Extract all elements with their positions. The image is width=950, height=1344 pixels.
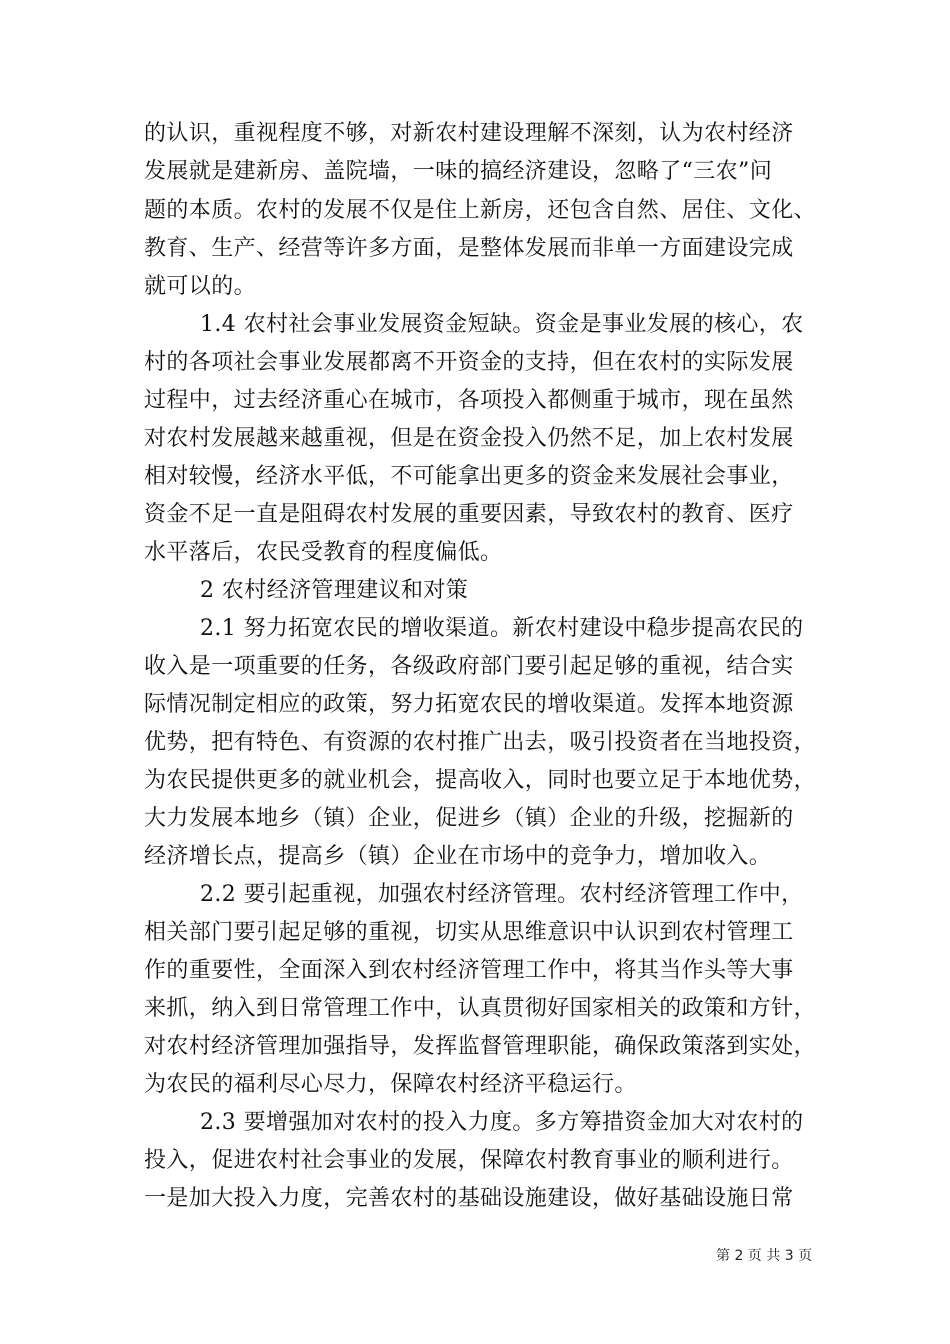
text-line: 一是加大投入力度，完善农村的基础设施建设，做好基础设施日常 xyxy=(144,1186,794,1211)
section-heading-2: 2 农村经济管理建议和对策 xyxy=(200,578,469,603)
page-number-footer: 第 2 页 共 3 页 xyxy=(716,1248,813,1264)
text-line: 的认识，重视程度不够，对新农村建设理解不深刻，认为农村经济 xyxy=(144,121,794,146)
text-line: 大力发展本地乡（镇）企业，促进乡（镇）企业的升级，挖掘新的 xyxy=(144,806,794,831)
text-line: 村的各项社会事业发展都离不开资金的支持，但在农村的实际发展 xyxy=(144,350,794,375)
text-line: 收入是一项重要的任务，各级政府部门要引起足够的重视，结合实 xyxy=(144,654,794,679)
paragraph-start-2-2: 2.2 要引起重视，加强农村经济管理。农村经济管理工作中， xyxy=(200,882,804,907)
text-line: 际情况制定相应的政策，努力拓宽农民的增收渠道。发挥本地资源 xyxy=(144,692,794,717)
text-line: 资金不足一直是阻碍农村发展的重要因素，导致农村的教育、医疗 xyxy=(144,502,794,527)
text-line: 优势，把有特色、有资源的农村推广出去，吸引投资者在当地投资， xyxy=(144,730,817,755)
text-line: 过程中，过去经济重心在城市，各项投入都侧重于城市，现在虽然 xyxy=(144,388,794,413)
text-line: 就可以的。 xyxy=(144,274,257,299)
text-line: 对农村发展越来越重视，但是在资金投入仍然不足，加上农村发展 xyxy=(144,426,794,451)
text-line: 作的重要性，全面深入到农村经济管理工作中，将其当作头等大事 xyxy=(144,958,794,983)
text-line: 投入，促进农村社会事业的发展，保障农村教育事业的顺利进行。 xyxy=(144,1148,794,1173)
text-line: 相关部门要引起足够的重视，切实从思维意识中认识到农村管理工 xyxy=(144,920,794,945)
text-line: 为农民的福利尽心尽力，保障农村经济平稳运行。 xyxy=(144,1072,637,1097)
text-line: 水平落后，农民受教育的程度偏低。 xyxy=(144,540,503,565)
text-line: 相对较慢，经济水平低，不可能拿出更多的资金来发展社会事业， xyxy=(144,464,794,489)
text-line: 对农村经济管理加强指导，发挥监督管理职能，确保政策落到实处， xyxy=(144,1034,817,1059)
paragraph-start-1-4: 1.4 农村社会事业发展资金短缺。资金是事业发展的核心，农 xyxy=(200,312,804,337)
text-line: 为农民提供更多的就业机会，提高收入，同时也要立足于本地优势， xyxy=(144,768,817,793)
text-line: 来抓，纳入到日常管理工作中，认真贯彻好国家相关的政策和方针， xyxy=(144,996,817,1021)
text-line: 发展就是建新房、盖院墙，一味的搞经济建设，忽略了“三农”问 xyxy=(144,159,773,184)
text-line: 教育、生产、经营等许多方面，是整体发展而非单一方面建设完成 xyxy=(144,236,794,261)
text-line: 经济增长点，提高乡（镇）企业在市场中的竞争力，增加收入。 xyxy=(144,844,772,869)
paragraph-start-2-3: 2.3 要增强加对农村的投入力度。多方筹措资金加大对农村的 xyxy=(200,1110,804,1135)
paragraph-start-2-1: 2.1 努力拓宽农民的增收渠道。新农村建设中稳步提高农民的 xyxy=(200,616,804,641)
text-line: 题的本质。农村的发展不仅是住上新房，还包含自然、居住、文化、 xyxy=(144,198,817,223)
